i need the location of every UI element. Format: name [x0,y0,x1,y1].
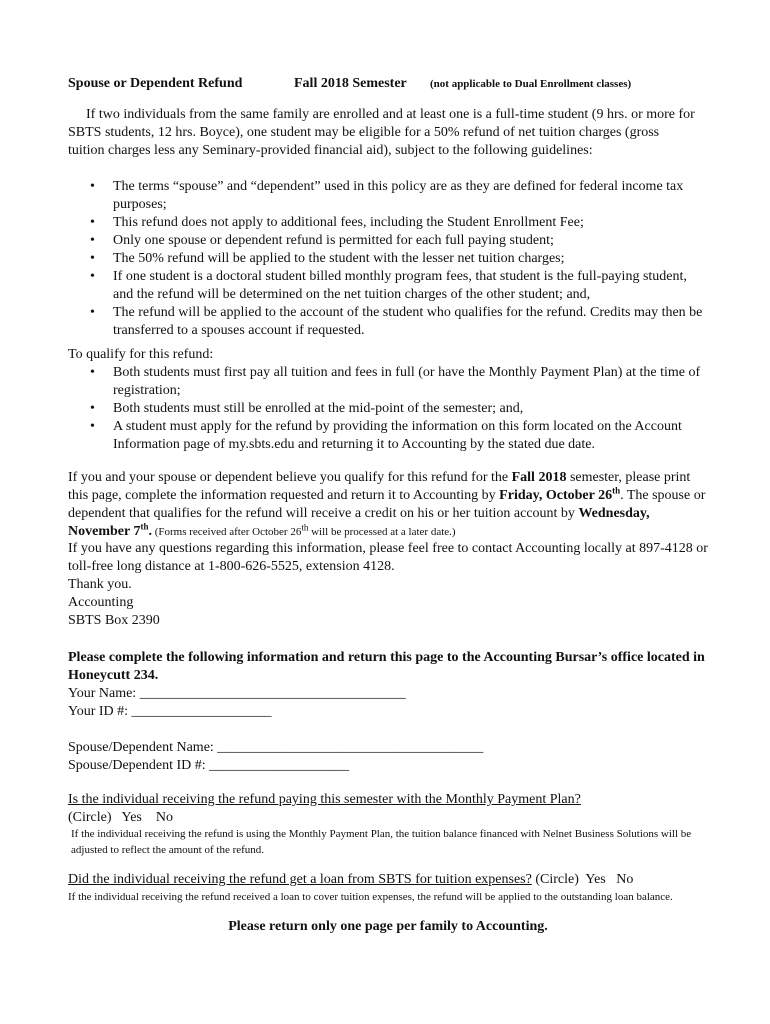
your-name-field[interactable]: Your Name: ______________________________________ [68,686,406,701]
ordinal-suffix: th [140,521,149,532]
payment-plan-note: If the individual receiving the refund is using the Monthly Payment Plan, the tuition balance financed with Nelnet Business Solutions will be adjusted to reflect the amount of the refund. [71,828,692,856]
box-number: SBTS Box 2390 [68,613,160,628]
guidelines-list [68,178,708,340]
your-id-field[interactable]: Your ID #: ____________________ [68,704,272,719]
contact-block [68,540,708,630]
ordinal-suffix: th [301,522,309,533]
instructions-text: semester, please print this page, complete the information requested and return it to Accounting by [68,470,691,503]
spouse-name-field[interactable]: Spouse/Dependent Name: ______________________________________ [68,740,484,755]
guideline-item: • The terms “spouse” and “dependent” used in this policy are as they are defined for federal income tax purposes; [68,178,708,214]
payment-plan-question: Is the individual receiving the refund paying this semester with the Monthly Payment Plan? [68,792,581,807]
instructions-text: If you and your spouse or dependent believe you qualify for this refund for the [68,470,512,485]
semester-label: Fall 2018 Semester [294,76,407,91]
loan-question-row [68,871,633,889]
department-name: Accounting [68,595,134,610]
requirement-item: • A student must apply for the refund by providing the information on this form located on the Account Information page of my.sbts.edu and returning it to Accounting by the stated due date. [68,418,708,454]
payment-plan-yes-no[interactable]: (Circle) Yes No [68,810,173,825]
guideline-item: • This refund does not apply to additional fees, including the Student Enrollment Fee; [68,214,708,232]
qualify-label: To qualify for this refund: [68,347,214,362]
late-note-text: will be processed at a later date.) [308,526,456,538]
requirement-item: • Both students must still be enrolled at the mid-point of the semester; and, [68,400,708,418]
requirement-item: • Both students must first pay all tuition and fees in full (or have the Monthly Payment Plan) at the time of registration; [68,364,708,400]
credit-date-text: Wednesday, November 7 [68,506,650,539]
guideline-item: • The refund will be applied to the account of the student who qualifies for the refund. Credits may then be transferred to a spouses account if requested. [68,304,708,340]
requirements-list [68,364,708,454]
credit-date-period: . [148,524,152,539]
applicability-note: (not applicable to Dual Enrollment classes) [430,78,632,90]
guideline-item: • Only one spouse or dependent refund is permitted for each full paying student; [68,232,708,250]
loan-question: Did the individual receiving the refund get a loan from SBTS for tuition expenses? [68,872,532,887]
loan-yes-no[interactable]: (Circle) Yes No [531,872,634,887]
guideline-item: • If one student is a doctoral student billed monthly program fees, that student is the full-paying student, and the refund will be determined on the net tuition charges of the other student; and, [68,268,708,304]
instructions-paragraph [68,469,708,541]
spouse-id-field[interactable]: Spouse/Dependent ID #: ____________________ [68,758,350,773]
ordinal-suffix: th [612,485,621,496]
thank-you: Thank you. [68,577,132,592]
guideline-item: • The 50% refund will be applied to the student with the lesser net tuition charges; [68,250,708,268]
form-heading [68,75,708,93]
submit-deadline [499,485,621,503]
loan-note: If the individual receiving the refund received a loan to cover tuition expenses, the refund will be applied to the outstanding loan balance. [68,891,673,903]
intro-paragraph: If two individuals from the same family are enrolled and at least one is a full-time student (9 hrs. or more for SBTS students, 12 hrs. Boyce), one student may be eligible for a 50% refund of net tuition charges (gross tuition charges less any Seminary-provided financial aid), subject to the following guidelines: [68,107,695,158]
contact-info: If you have any questions regarding this information, please feel free to contact Accounting locally at 897-4128 or toll-free long distance at 1-800-626-5525, extension 4128. [68,541,708,574]
form-title: Spouse or Dependent Refund [68,76,243,91]
late-note-text: (Forms received after October 26 [151,526,302,538]
deadline-date: Friday, October 26 [499,488,613,503]
instructions-text: . The spouse or dependent that qualifies for the refund will receive a credit on his or her tuition account by [68,488,706,521]
form-instructions-heading: Please complete the following information and return this page to the Accounting Bursar’s office located in Honeycutt 234. [68,650,705,683]
semester-emphasis: Fall 2018 [511,470,567,485]
late-forms-note [151,522,456,538]
return-instruction: Please return only one page per family to Accounting. [228,919,548,934]
